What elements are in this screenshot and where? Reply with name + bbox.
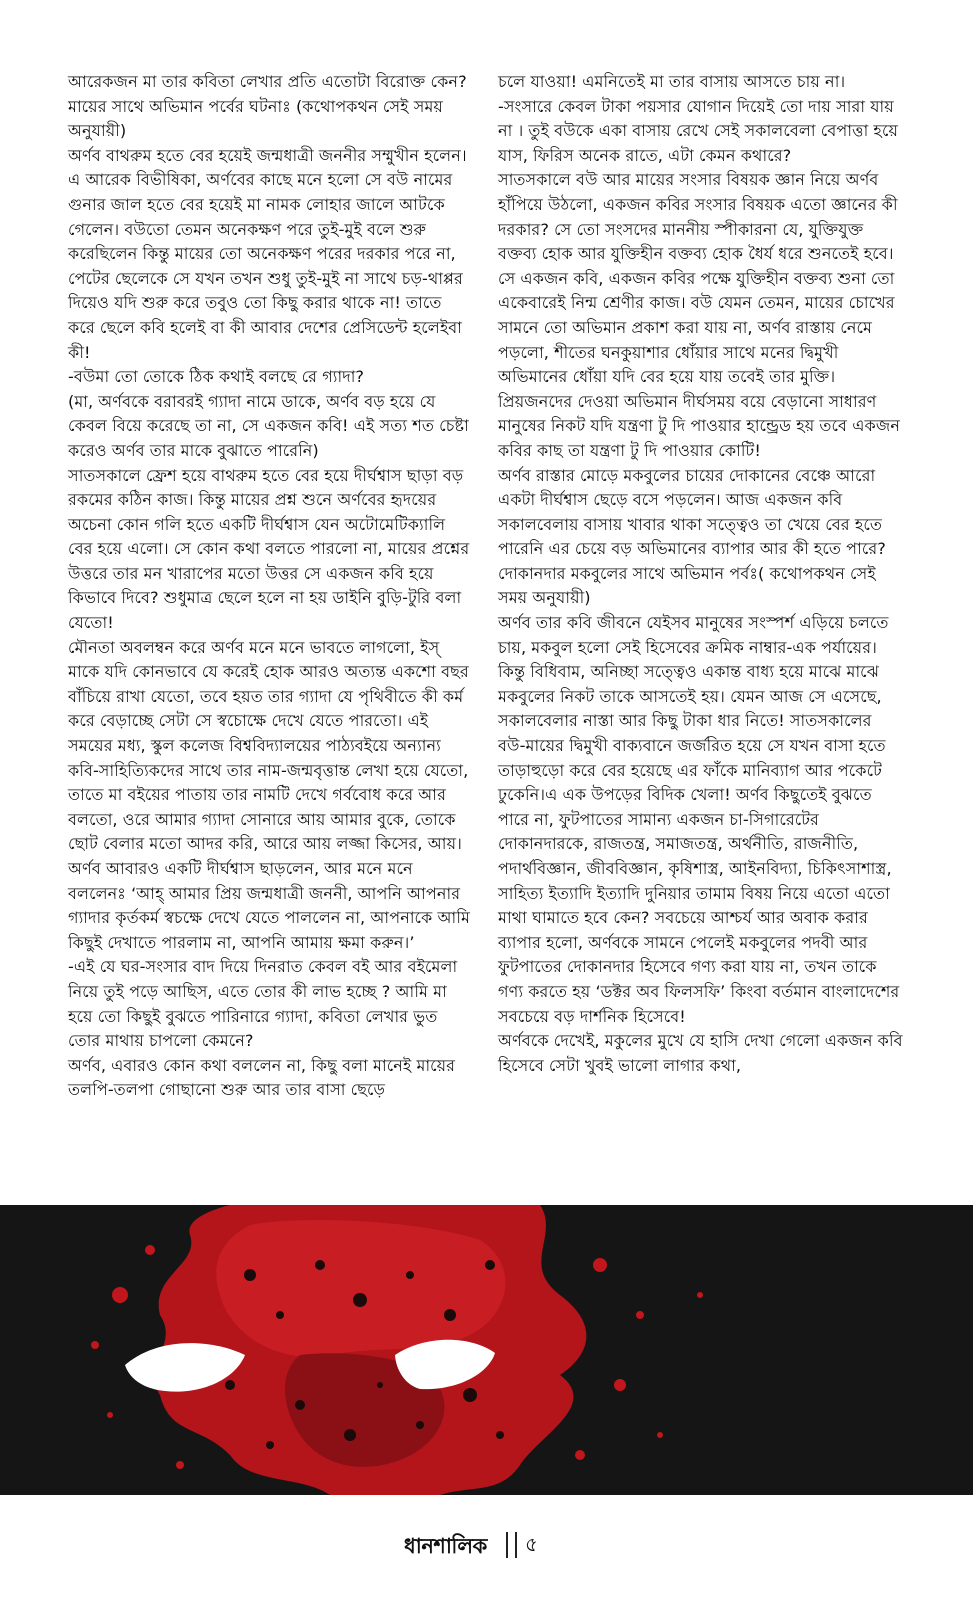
paragraph: সাতসকালে ফ্রেশ হয়ে বাথরুম হতে বের হয়ে দীর্ঘশ্বাস ছাড়া বড় রকমের কঠিন কাজ। কিন্তু মায়ের প্রশ্ন শুনে অর্ণবের হৃদয়ের অচেনা কোন গলি হতে একটি দীর্ঘশ্বাস যেন অটোমেটিক্যালি বের হয়ে এলো। সে কোন কথা বলতে পারলো না, মায়ের প্রশ্নের উত্তরে তার মন খারাপের মতো উত্তর সে একজন কবি হয়ে কিভাবে দিবে? শুধুমাত্র ছেলে হলে না হয় ডাইনি বুড়ি-টুরি বলা যেতো!: [68, 465, 470, 633]
paragraph: দোকানদার মকবুলের সাথে অভিমান পর্বঃ( কথোপকথন সেই সময় অনুযায়ী): [498, 563, 876, 608]
paragraph: অর্ণব বাথরুম হতে বের হয়েই জন্মধাত্রী জননীর সম্মুখীন হলেন। এ আরেক বিভীষিকা, অর্ণবের কাছে মনে হলো সে বউ নামের গুনার জাল হতে বের হয়েই মা নামক লোহার জালে আটকে গেলেন। বউতো তেমন অনেকক্ষণ পরে তুই-মুই বলে শুরু করেছিলেন কিন্তু মায়ের তো অনেকক্ষণ পরের দরকার পরে না, পেটের ছেলেকে সে যখন তখন শুধু তুই-মুই না সাথে চড়-থাপ্পর দিয়েও যদি শুরু করে তবুও তো কিছু করার থাকে না! তাতে করে ছেলে কবি হলেই বা কী আবার দেশের প্রেসিডেন্ট হলেইবা কী!: [68, 145, 467, 362]
paragraph: -বউমা তো তোকে ঠিক কথাই বলছে রে গ্যাদা?: [68, 367, 364, 387]
magazine-logo: ধানশালিক: [404, 1533, 487, 1558]
blood-splattered-masked-face-icon: [0, 1205, 973, 1495]
paragraph: অর্ণব রাস্তার মোড়ে মকবুলের চায়ের দোকানের বেঞ্চে আরো একটা দীর্ঘশ্বাস ছেড়ে বসে পড়লেন। আজ একজন কবি সকালবেলায় বাসায় খাবার থাকা সত্ত্বেও তা খেয়ে বের হতে পারেনি এর চেয়ে বড় অভিমানের ব্যাপার আর কী হতে পারে?: [498, 465, 886, 559]
paragraph: অর্ণবকে দেখেই, মকুলের মুখে যে হাসি দেখা গেলো একজন কবি হিসেবে সেটা খুবই ভালো লাগার কথা,: [498, 1031, 903, 1075]
page-number: ৫: [525, 1532, 538, 1556]
paragraph: -সংসারে কেবল টাকা পয়সার যোগান দিয়েই তো দায় সারা যায় না । তুই বউকে একা বাসায় রেখে সেই সকালবেলা বেপাত্তা হয়ে যাস, ফিরিস অনেক রাতে, এটা কেমন কথারে?: [498, 96, 898, 165]
paragraph: মৌনতা অবলম্বন করে অর্ণব মনে মনে ভাবতে লাগলো, ইস্ মাকে যদি কোনভাবে যে করেই হোক আরও অত্যন্ত একশো বছর বাঁচিয়ে রাখা যেতো, তবে হয়ত তার গ্যাদা যে পৃথিবীতে কী কর্ম করে বেড়াচ্ছে সেটা সে স্বচোক্ষে দেখে যেতে পারতো। এই সময়ের মধ্য, স্কুল কলেজ বিশ্ববিদ্যালয়ের পাঠ্যবইয়ে অন্যান্য কবি-সাহিত্যিকদের সাথে তার নাম-জন্মবৃত্তান্ত লেখা হয়ে যেতো, তাতে মা বইয়ের পাতায় তার নামটি দেখে গর্ববোধ করে আর বলতো, ওরে আমার গ্যাদা সোনারে আয় আমার বুকে, তোকে ছোট বেলার মতো আদর করি, আরে আয় লজ্জা কিসের, আয়। অর্ণব আবারও একটি দীর্ঘশ্বাস ছাড়লেন, আর মনে মনে বললেনঃ ‘আহ্ আমার প্রিয় জন্মধাত্রী জননী, আপনি আপনার গ্যাদার কৃর্তকর্ম স্বচক্ষে দেখে যেতে পাললেন না, আপনাকে আমি কিছুই দেখাতে পারলাম না, আপনি আমায় ক্ষমা করুন।’: [68, 637, 471, 952]
article-column-right: [498, 70, 903, 1078]
footer-separator: [506, 1532, 517, 1558]
paragraph: সাতসকালে বউ আর মায়ের সংসার বিষয়ক জ্ঞান নিয়ে অর্ণব হাঁপিয়ে উঠলো, একজন কবির সংসার বিষয়ক এতো জ্ঞানের কী দরকার? সে তো সংসদের মাননীয় স্পীকারনা যে, যুক্তিযুক্ত বক্তব্য হোক আর যুক্তিহীন বক্তব্য হোক ধৈর্য ধরে শুনতেই হবে। সে একজন কবি, একজন কবির পক্ষে যুক্তিহীন বক্তব্য শুনা তো একেবারেই নিন্ম শ্রেণীর কাজ। বউ যেমন তেমন, মায়ের চোখের সামনে তো অভিমান প্রকাশ করা যায় না, অর্ণব রাস্তায় নেমে পড়লো, শীতের ঘনকুয়াশার ধোঁয়ার সাথে মনের দ্বিমুখী অভিমানের ধোঁয়া যদি বের হয়ে যায় তবেই তার মুক্তি। প্রিয়জনদের দেওয়া অভিমান দীর্ঘসময় বয়ে বেড়ানো সাধারণ মানুষের নিকট যদি যন্ত্রণা টু দি পাওয়ার হান্ড্রেড হয় তবে একজন কবির কাছ তা যন্ত্রণা টু দি পাওয়ার কোটি!: [498, 170, 900, 460]
page-footer: [0, 1530, 973, 1566]
paragraph: চলে যাওয়া! এমনিতেই মা তার বাসায় আসতে চায় না।: [498, 72, 846, 91]
paragraph: -এই যে ঘর-সংসার বাদ দিয়ে দিনরাত কেবল বই আর বইমেলা নিয়ে তুই পড়ে আছিস, এতে তোর কী লাভ হচ্ছে ? আমি মা হয়ে তো কিছুই বুঝতে পারিনারে গ্যাদা, কবিতা লেখার ভুত তোর মাথায় চাপলো কেমনে?: [68, 957, 458, 1051]
paragraph: মায়ের সাথে অভিমান পর্বের ঘটনাঃ (কথোপকথন সেই সময় অনুযায়ী): [68, 96, 443, 141]
paragraph: অর্ণব, এবারও কোন কথা বললেন না, কিছু বলা মানেই মায়ের তলপি-তলপা গোছানো শুরু আর তার বাসা ছেড়ে: [68, 1055, 456, 1100]
paragraph: (মা, অর্ণবকে বরাবরই গ্যাদা নামে ডাকে, অর্ণব বড় হয়ে যে কেবল বিয়ে করেছে তা না, সে একজন কবি! এই সত্য শত চেষ্টা করেও অর্ণব তার মাকে বুঝাতে পারেনি): [68, 391, 469, 460]
illustration-banner: [0, 1205, 973, 1495]
paragraph: অর্ণব তার কবি জীবনে যেইসব মানুষের সংস্পর্শ এড়িয়ে চলতে চায়, মকবুল হলো সেই হিসেবের ক্রমিক নাম্বার-এক পর্যায়ের। কিন্তু বিধিবাম, অনিচ্ছা সত্ত্বেও একান্ত বাধ্য হয়ে মাঝে মাঝে মকবুলের নিকট তাকে আসতেই হয়। যেমন আজ সে এসেছে, সকালবেলার নাস্তা আর কিছু টাকা ধার নিতে! সাতসকালের বউ-মায়ের দ্বিমুখী বাক্যবানে জর্জরিত হয়ে সে যখন বাসা হতে তাড়াহুড়ো করে বের হয়েছে এর ফাঁকে মানিব্যাগ আর পকেটে ঢুকেনি।এ এক উপড়ের বিদিক খেলা! অর্ণব কিছুতেই বুঝতে পারে না, ফুটপাতের সামান্য একজন চা-সিগারেটের দোকানদারকে, রাজতন্ত্র, সমাজতন্ত্র, অর্থনীতি, রাজনীতি, পদার্থবিজ্ঞান, জীববিজ্ঞান, কৃষিশাস্ত্র, আইনবিদ্যা, চিকিৎসাশাস্ত্র, সাহিত্য ইত্যাদি ইত্যাদি দুনিয়ার তামাম বিষয় নিয়ে এতো এতো মাথা ঘামাতে হবে কেন? সবচেয়ে আশ্চর্য আর অবাক করার ব্যাপার হলো, অর্ণবকে সামনে পেলেই মকবুলের পদবী আর ফুটপাতের দোকানদার হিসেবে গণ্য করা যায় না, তখন তাকে গণ্য করতে হয় ‘ডক্টর অব ফিলসফি’ কিংবা বর্তমান বাংলাদেশের সবচেয়ে বড় দার্শনিক হিসেবে!: [498, 613, 900, 1026]
paragraph: আরেকজন মা তার কবিতা লেখার প্রতি এতোটা বিরোক্ত কেন?: [68, 72, 467, 91]
article-column-left: [68, 70, 472, 1103]
